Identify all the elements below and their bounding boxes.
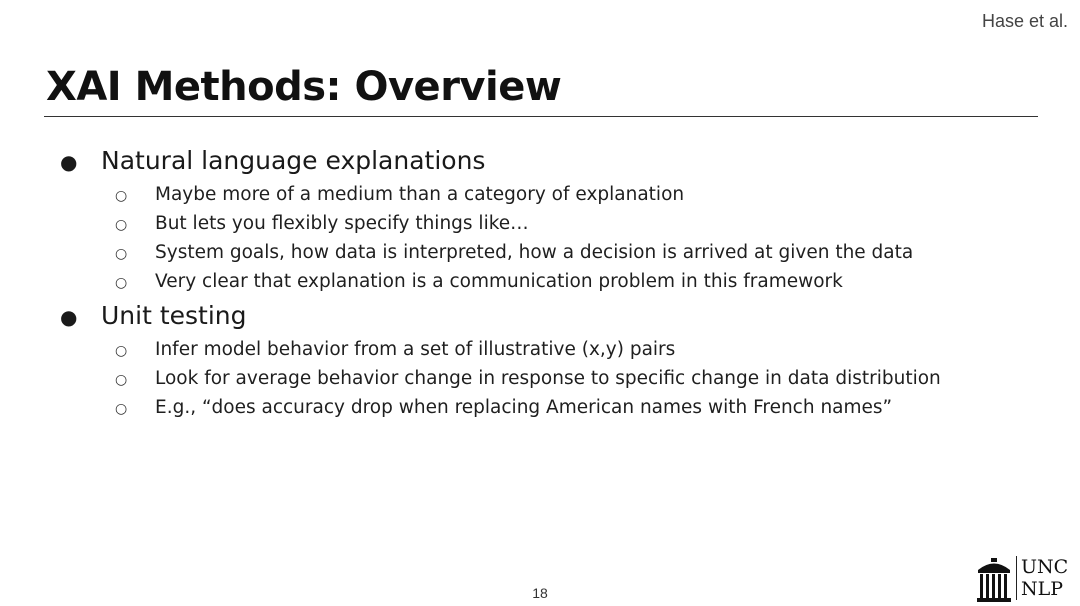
sub-bullet-marker: ○ xyxy=(115,188,128,204)
title-divider xyxy=(44,116,1038,117)
sub-bullet-text: But lets you flexibly specify things like… xyxy=(155,213,529,234)
bullet-text: Natural language explanations xyxy=(101,146,486,175)
page-number: 18 xyxy=(532,585,548,601)
author-citation: Hase et al. xyxy=(981,11,1068,31)
slide-title: XAI Methods: Overview xyxy=(46,64,562,110)
sub-bullet-item xyxy=(115,339,675,360)
bullet-marker: ● xyxy=(60,305,78,329)
sub-bullet-item xyxy=(115,242,913,263)
sub-bullet-marker: ○ xyxy=(115,275,128,291)
sub-bullet-text: Infer model behavior from a set of illustrative (x,y) pairs xyxy=(155,339,676,360)
sub-bullet-item xyxy=(115,271,843,292)
sub-bullet-marker: ○ xyxy=(115,343,128,359)
bullet-text: Unit testing xyxy=(101,301,247,330)
logo-line-nlp: NLP xyxy=(1021,578,1064,600)
sub-bullet-text: Look for average behavior change in response to specific change in data distribution xyxy=(155,368,941,389)
sub-bullet-item xyxy=(115,213,529,234)
sub-bullet-marker: ○ xyxy=(115,372,128,388)
sub-bullet-marker: ○ xyxy=(115,401,128,417)
bullet-marker: ● xyxy=(60,150,78,174)
sub-bullet-marker: ○ xyxy=(115,217,128,233)
sub-bullet-item xyxy=(115,184,684,205)
sub-bullet-text: Very clear that explanation is a communication problem in this framework xyxy=(155,271,843,292)
sub-bullet-text: Maybe more of a medium than a category of explanation xyxy=(155,184,685,205)
sub-bullet-item xyxy=(115,397,892,418)
bullet-item xyxy=(60,301,247,330)
sub-bullet-item xyxy=(115,368,941,389)
sub-bullet-marker: ○ xyxy=(115,246,128,262)
logo-line-unc: UNC xyxy=(1021,556,1069,578)
sub-bullet-text: E.g., “does accuracy drop when replacing American names with French names” xyxy=(155,397,893,418)
unc-nlp-logo-text xyxy=(1016,556,1068,600)
bullet-item xyxy=(60,146,485,175)
sub-bullet-text: System goals, how data is interpreted, how a decision is arrived at given the data xyxy=(155,242,914,263)
